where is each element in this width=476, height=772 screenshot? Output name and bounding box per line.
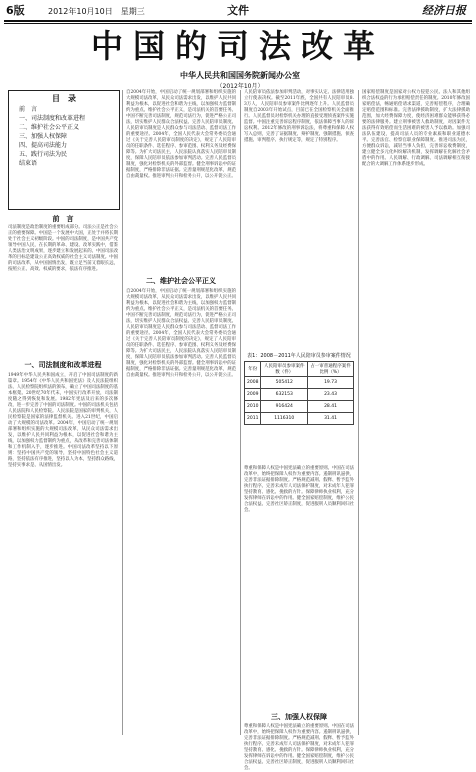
stats-table-box bbox=[244, 352, 354, 460]
table-cell: 2011 bbox=[245, 413, 261, 425]
toc-item: 一、司法制度和改革进程 bbox=[19, 115, 86, 122]
column4-text: 国家赔偿制度是国家对公权力侵犯公民、法人和其他组织合法权益的行为承担赔偿责任的制度。2010年修改国家赔偿法，畅通赔偿请求渠道，完善赔偿程序，合理确定赔偿范围和标准。完善法律援助制度，扩大法律援助范围，加大经费保障力度，使经济困难群众能够获得必要的法律服务。建立刑事被害人救助制度，对因案件无法获得有效赔偿而生活困难的被害人予以救助。加强司法队伍建设，提高司法人员的专业素质和职业道德水平。完善法官、检察官职业保障制度。推进司法为民，方便群众诉讼，减轻当事人负担，完善诉讼收费制度，建立健全多元化纠纷解决机制，发挥调解在化解社会矛盾中的作用。人民调解、行政调解、司法调解相互衔接配合的大调解工作体系逐步形成。 bbox=[362, 90, 470, 167]
table-cell: 1116310 bbox=[261, 413, 308, 425]
preface-text: 司法制度是政治制度的重要组成部分。司法公正是社会公正的重要保障。中国是一个发展中大国，正处于并将长期处于社会主义初级阶段。中国的司法制度，是中国共产党领导中国人民，在长期的革命、建设、改革实践中，借鉴人类法治文明成果，逐步建立和发展起来的。中国司法改革的目标是建设公正高效权威的社会主义司法制度。中国的司法改革，从中国国情出发，既立足当前又着眼长远，按照公正、高效、权威的要求，依法有序推进。 bbox=[8, 225, 118, 272]
table-cell: 31.41 bbox=[308, 413, 354, 425]
column3-text-bottom: 尊重和保障人权是中国宪法确立的重要原则。中国在司法改革中，始终把保障人权作为重要内容。遏制刑讯逼供，完善非法证据排除制度。严格规范减刑、假释、暂予监外执行程序。完善未成年人司法保护制度，对未成年人犯罪坚持教育、感化、挽救的方针。保障律师执业权利，充分发挥律师在诉讼中的作用。健全国家赔偿制度，维护公民合法权益。完善社区矫正制度，促进服刑人员顺利回归社会。 bbox=[244, 466, 354, 513]
toc-item: 五、践行司法为民 bbox=[19, 151, 68, 158]
article-publisher: 中华人民共和国国务院新闻办公室 bbox=[180, 71, 300, 80]
header-rule-thin bbox=[4, 23, 472, 24]
part1-heading: 一、司法制度和改革进程 bbox=[24, 361, 102, 369]
table-row bbox=[245, 362, 354, 377]
table-cell: 505412 bbox=[261, 377, 308, 389]
table-header-cell: 占一审普通程序案件比例（%） bbox=[308, 362, 354, 377]
column-divider bbox=[358, 90, 359, 735]
table-cell: 19.73 bbox=[308, 377, 354, 389]
table-row bbox=[245, 413, 354, 425]
part3-text: 尊重和保障人权是中国宪法确立的重要原则。中国在司法改革中，始终把保障人权作为重要内容。遏制刑讯逼供，完善非法证据排除制度。严格规范减刑、假释、暂予监外执行程序。完善未成年人司法保护制度，对未成年人犯罪坚持教育、感化、挽救的方针。保障律师执业权利，充分发挥律师在诉讼中的作用。健全国家赔偿制度，维护公民合法权益。完善社区矫正制度，促进服刑人员顺利回归社会。 bbox=[244, 724, 354, 771]
column3-text-top: 人民陪审员依法参加审判活动，对事实认定、法律适用独立行使表决权。截至2011年底，全国共有人民陪审员8.3万人，人民陪审员参审案件比例逐年上升。人民监督员制度自2003年开始试点，目前已在全国检察机关全面推行。人民监督员对检察机关办理的直接受理侦查案件实施监督。中国注重完善诉讼程序制度，依法保障当事人的诉讼权利。2012年修改的刑事诉讼法，将尊重和保障人权写入总则，完善了证据制度、辩护制度、强制措施、侦查措施、审判程序、执行规定等，规定了特别程序。 bbox=[244, 90, 354, 143]
table-cell: 632153 bbox=[261, 389, 308, 401]
part2-heading: 二、维护社会公平正义 bbox=[146, 277, 216, 285]
toc-item: 结束语 bbox=[19, 160, 38, 167]
toc-item: 三、加强人权保障 bbox=[19, 133, 68, 140]
table-cell: 28.41 bbox=[308, 401, 354, 413]
column-divider bbox=[240, 90, 241, 735]
table-row bbox=[245, 401, 354, 413]
table-cell: 2009 bbox=[245, 389, 261, 401]
table-of-contents bbox=[8, 90, 120, 210]
table-cell: 2008 bbox=[245, 377, 261, 389]
issue-date: 2012年10月10日 星期三 bbox=[48, 7, 145, 16]
column-divider bbox=[122, 90, 123, 735]
table-header-cell: 年份 bbox=[245, 362, 261, 377]
section-label: 文件 bbox=[227, 4, 249, 17]
page-number: 6版 bbox=[6, 4, 25, 17]
stats-table bbox=[244, 361, 354, 425]
column2-text-top: 自2004年开始，中国启动了统一规划部署和组织实施的大规模司法改革，从民众司法需求出发，以维护人民共同利益为根本，以促进社会和谐为主线，以加强权力监督制约为重点。维护社会公平正义，是司法机关的首要任务。中国不断完善司法制度，规范司法行为，促进严格公正司法，切实维护人民群众合法权益。完善人民陪审员制度。人民陪审员制度是人民群众参与司法活动、监督司法工作的重要途径。2004年，全国人民代表大会常务委员会通过《关于完善人民陪审员制度的决定》，规定了人民陪审员的任职条件、选任程序、参审范围、权利义务及经费保障等。为扩大司法民主，人民法院认真落实人民陪审员制度，保障人民陪审员依法参加审判活动。完善人民监督员制度，强化对检察机关的外部监督。健全刑事诉讼中的证据制度，严格排除非法证据。完善量刑规范化改革，规范自由裁量权。推进审判公开和检务公开，以公开促公正。 bbox=[126, 90, 236, 179]
toc-item: 二、维护社会公平正义 bbox=[19, 124, 80, 131]
table-row bbox=[245, 377, 354, 389]
column2-text: 自2004年开始，中国启动了统一规划部署和组织实施的大规模司法改革，从民众司法需求出发，以维护人民共同利益为根本，以促进社会和谐为主线，以加强权力监督制约为重点。维护社会公平正义，是司法机关的首要任务。中国不断完善司法制度，规范司法行为，促进严格公正司法，切实维护人民群众合法权益。完善人民陪审员制度。人民陪审员制度是人民群众参与司法活动、监督司法工作的重要途径。2004年，全国人民代表大会常务委员会通过《关于完善人民陪审员制度的决定》，规定了人民陪审员的任职条件、选任程序、参审范围、权利义务及经费保障等。为扩大司法民主，人民法院认真落实人民陪审员制度，保障人民陪审员依法参加审判活动。完善人民监督员制度，强化对检察机关的外部监督。健全刑事诉讼中的证据制度，严格排除非法证据。完善量刑规范化改革，规范自由裁量权。推进审判公开和检务公开，以公开促公正。 bbox=[126, 289, 236, 378]
table-cell: 23.43 bbox=[308, 389, 354, 401]
article-date: （2012年10月） bbox=[216, 83, 264, 90]
table-header-cell: 人民陪审员参审案件数（件） bbox=[261, 362, 308, 377]
toc-title: 目 录 bbox=[52, 94, 76, 103]
newspaper-logo: 经济日报 bbox=[422, 4, 466, 17]
table-caption: 表1：2008－2011年人民陪审员参审案件情况 bbox=[247, 353, 351, 359]
preface-heading: 前 言 bbox=[52, 215, 74, 223]
part3-heading: 三、加强人权保障 bbox=[271, 713, 327, 721]
toc-item: 四、提高司法能力 bbox=[19, 142, 68, 149]
part1-text: 1949年中华人民共和国成立，开启了中国司法制度的新篇章。1954年《中华人民共和国宪法》及人民法院组织法、人民检察院组织法的颁布，确立了中国司法制度的基本框架。20世纪70年代末，中国实行改革开放，司法制度随之得到恢复和发展。1982年宪法及后来的多次修改，进一步完善了中国的司法制度。中国的司法机关包括人民法院和人民检察院。人民法院是国家的审判机关，人民检察院是国家的法律监督机关。进入21世纪，中国启动了大规模的司法改革。2004年，中国启动了统一规划部署和组织实施的大规模司法改革，从民众司法需求出发，以维护人民共同利益为根本，以促进社会和谐为主线，以加强权力监督制约为重点，从改革和完善司法体制和工作机制入手，逐步推进。中国司法改革坚持以下原则：坚持中国共产党的领导，坚持中国特色社会主义道路，坚持依法有序推进，坚持以人为本，坚持群众路线，坚持实事求是、从国情出发。 bbox=[8, 373, 118, 468]
table-cell: 916424 bbox=[261, 401, 308, 413]
toc-item: 前 言 bbox=[19, 106, 38, 113]
article-title: 中国的司法改革 bbox=[90, 27, 385, 65]
table-row bbox=[245, 389, 354, 401]
header-rule bbox=[4, 20, 472, 22]
table-cell: 2010 bbox=[245, 401, 261, 413]
page-header bbox=[4, 3, 472, 19]
